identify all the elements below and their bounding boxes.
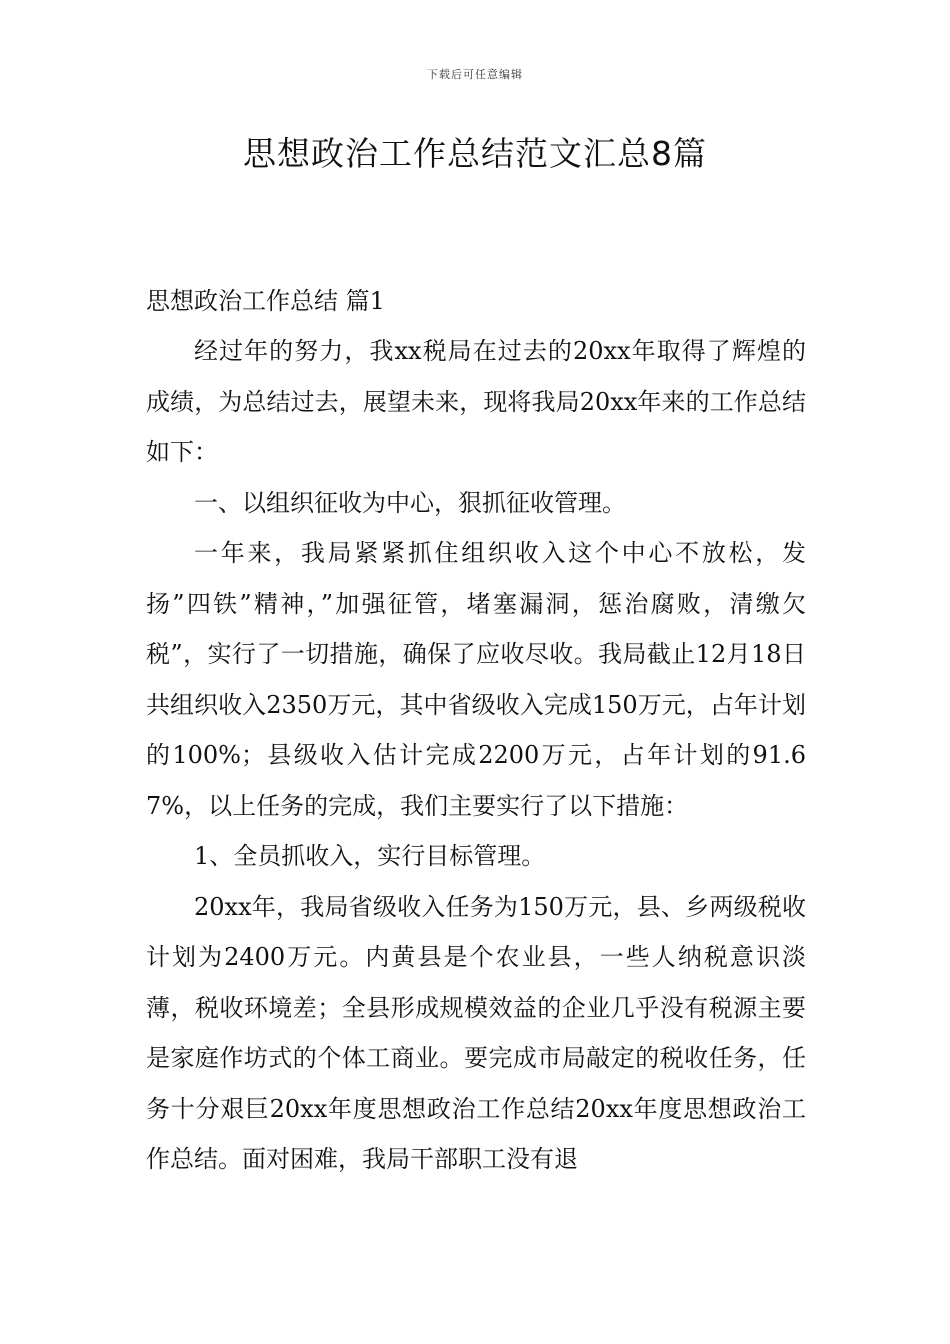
document-body (146, 276, 806, 1185)
paragraph-intro: 经过年的努力，我xx税局在过去的20xx年取得了辉煌的成绩，为总结过去，展望未来，现将我局20xx年来的工作总结如下： (146, 337, 806, 466)
paragraph-point-one: 一、以组织征收为中心，狠抓征收管理。 (194, 488, 626, 517)
paragraph-tax-plan: 20xx年，我局省级收入任务为150万元，县、乡两级税收计划为2400万元。内黄县是个农业县，一些人纳税意识淡薄，税收环境差；全县形成规模效益的企业几乎没有税源主要是家庭作坊式的个体工商业。要完成市局敲定的税收任务，任务十分艰巨20xx年度思想政治工作总结20xx年度思想政治工作总结。面对困难，我局干部职工没有退 (146, 892, 806, 1173)
paragraph-measure-one: 1、全员抓收入，实行目标管理。 (194, 842, 546, 870)
header-note: 下载后可任意编辑 (427, 68, 523, 81)
paragraph-revenue: 一年来，我局紧紧抓住组织收入这个中心不放松，发扬”四铁”精神，”加强征管，堵塞漏洞，惩治腐败，清缴欠税”，实行了一切措施，确保了应收尽收。我局截止12月18日共组织收入2350万元，其中省级收入完成150万元，占年计划的100%；县级收入估计完成2200万元，占年计划的91.67%，以上任务的完成，我们主要实行了以下措施： (146, 539, 806, 820)
document-title: 思想政治工作总结范文汇总8篇 (243, 134, 707, 173)
section-heading: 思想政治工作总结 篇1 (146, 287, 385, 315)
